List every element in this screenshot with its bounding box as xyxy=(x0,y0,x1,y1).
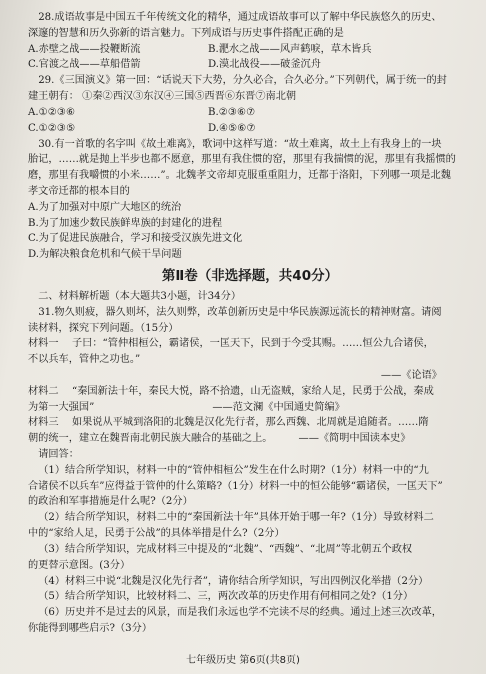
material-source: ——《论语》 xyxy=(380,369,442,381)
material-text: “秦国新法十年，秦民大悦，路不拾遗，山无盗贼，家给人足，民勇于公战，秦成 xyxy=(72,385,434,397)
subquestion-6-cont: 你能得到哪些启示?（3分） xyxy=(28,622,153,634)
part-heading: 二、材料解析题（本大题共3小题，计34分） xyxy=(38,290,242,302)
question-text: 建王朝有： ①秦②西汉③东汉④三国⑤西晋⑥东晋⑦南北朝 xyxy=(28,91,297,103)
material-text: 朝的统一，建立在魏晋南北朝民族大融合的基础之上。 xyxy=(28,433,273,445)
options-row xyxy=(28,42,472,58)
subquestion-2-cont: 中的“家给人足，民勇于公战”的具体举措是什么?（2分） xyxy=(28,528,285,540)
question-text: 磨，那里有我嚼惯的小米……”。北魏孝文帝却克服重重阻力，迁都于洛阳，下列哪一项是北魏 xyxy=(28,170,451,182)
question-30 xyxy=(28,137,472,264)
question-29 xyxy=(28,73,472,136)
material-label: 材料二 xyxy=(28,385,59,397)
question-text: 读材料，探究下列问题。（15分） xyxy=(28,322,179,334)
subquestion-2: （2）结合所学知识，材料二中的“秦国新法十年”具体开始于哪一年?（1分）导致材料二 xyxy=(38,512,434,524)
answer-prompt: 请回答： xyxy=(38,449,79,461)
section-title: 第Ⅱ卷（非选择题，共40分） xyxy=(161,268,339,284)
material-text-with-source xyxy=(28,400,472,416)
question-text: 28.成语故事是中国五千年传统文化的精华，通过成语故事可以了解中华民族悠久的历史、 xyxy=(38,12,442,23)
material-source: ——范文澜《中国通史简编》 xyxy=(212,401,345,413)
option-b: B.淝水之战——风声鹤唳，草木皆兵 xyxy=(208,43,372,55)
option-c: C.官渡之战——草船借箭 xyxy=(28,59,141,71)
material-label: 材料一 xyxy=(28,338,59,350)
option-a: A.赤壁之战——投鞭断流 xyxy=(28,43,141,55)
option-a: A.为了加强对中原广大地区的统治 xyxy=(28,201,182,213)
subquestion-3-cont: 的更替示意图。(3分） xyxy=(28,559,131,571)
question-text: 31.物久则疲，器久则坏，法久则弊，改革创新历史是中华民族源远流长的精神财富。请阅 xyxy=(38,306,442,318)
subquestion-1-cont: 的政治和军事措施是什么呢?（2分） xyxy=(28,496,193,508)
option-d: D.漠北战役——破釜沉舟 xyxy=(208,59,321,71)
material-text: 为第一大强国” xyxy=(28,401,95,413)
option-b: B.②③⑥⑦ xyxy=(208,106,256,118)
material-source: ——《简明中国读本史》 xyxy=(298,433,411,445)
question-text: 30.有一首歌的名字叫《故土难离》，歌词中这样写道：“故土难离，故土上有我身上的一块 xyxy=(38,138,442,150)
options-row xyxy=(28,57,472,73)
question-text: 29.《三国演义》第一回：“话说天下大势，分久必合，合久必分。”下列朝代，属于统一的封 xyxy=(38,75,447,87)
subquestion-5: （5）结合所学知识，比较材料二、三，两次改革的历史作用有何相同之处?（1分） xyxy=(38,591,414,603)
question-text: 胎记，……就是抛上半步也都不愿意，那里有我住惯的窑，那里有我揣惯的泥，那里有我摇惯的 xyxy=(28,154,456,166)
subquestion-1: （1）结合所学知识，材料一中的“管仲相桓公”发生在什么时期?（1分）材料一中的“九 xyxy=(38,464,429,476)
option-a: A.①②③⑥ xyxy=(28,106,76,118)
option-c: C.①②③⑤ xyxy=(28,122,76,134)
material-text: 子曰：“管仲相桓公，霸诸侯，一匡天下，民到于今受其赐。……恒公九合诸侯， xyxy=(72,338,434,350)
question-text: 深邃的智慧和历久弥新的语言魅力。下列成语与历史事件搭配正确的是 xyxy=(28,27,344,39)
material-text: 如果说从平城到洛阳的北魏是汉化先行者，那么西魏、北周就是追随者。……隋 xyxy=(72,417,429,429)
option-d: D.为解决粮食危机和气候干旱问题 xyxy=(28,249,182,261)
material-label: 材料三 xyxy=(28,417,59,429)
material-3 xyxy=(28,415,472,431)
subquestion-6: （6）历史并不是过去的风景，而是我们永远也学不完读不尽的经典。通过上述三次改革， xyxy=(38,607,442,619)
page-footer: 七年级历史 第6页(共8页) xyxy=(186,654,300,666)
subquestion-1-cont: 合诸侯不以兵车”应得益于管仲的什么策略?（1分）材料一中的恒公能够“霸诸侯，一匡天下” xyxy=(28,480,443,492)
subquestion-4: （4）材料三中说“北魏是汉化先行者”，请你结合所学知识，写出四例汉化举措（2分） xyxy=(38,575,429,587)
question-28 xyxy=(28,10,472,73)
option-c: C.为了促进民族融合，学习和接受汉族先进文化 xyxy=(28,233,243,245)
subquestion-3: （3）结合所学知识，完成材料三中提及的“北魏”、“西魏”、“北周”等北朝五个政权 xyxy=(38,543,413,555)
option-d: D.④⑤⑥⑦ xyxy=(208,122,256,134)
material-text-with-source xyxy=(28,431,472,447)
options-row xyxy=(28,121,472,137)
material-text: 不以兵车，管仲之功也。” xyxy=(28,354,141,366)
material-2 xyxy=(28,384,472,400)
question-31 xyxy=(28,305,472,637)
material-1 xyxy=(28,336,472,352)
option-b: B.为了加速少数民族鲜卑族的封建化的进程 xyxy=(28,217,223,229)
question-text: 孝文帝迁都的根本目的 xyxy=(28,185,130,197)
options-row xyxy=(28,105,472,121)
